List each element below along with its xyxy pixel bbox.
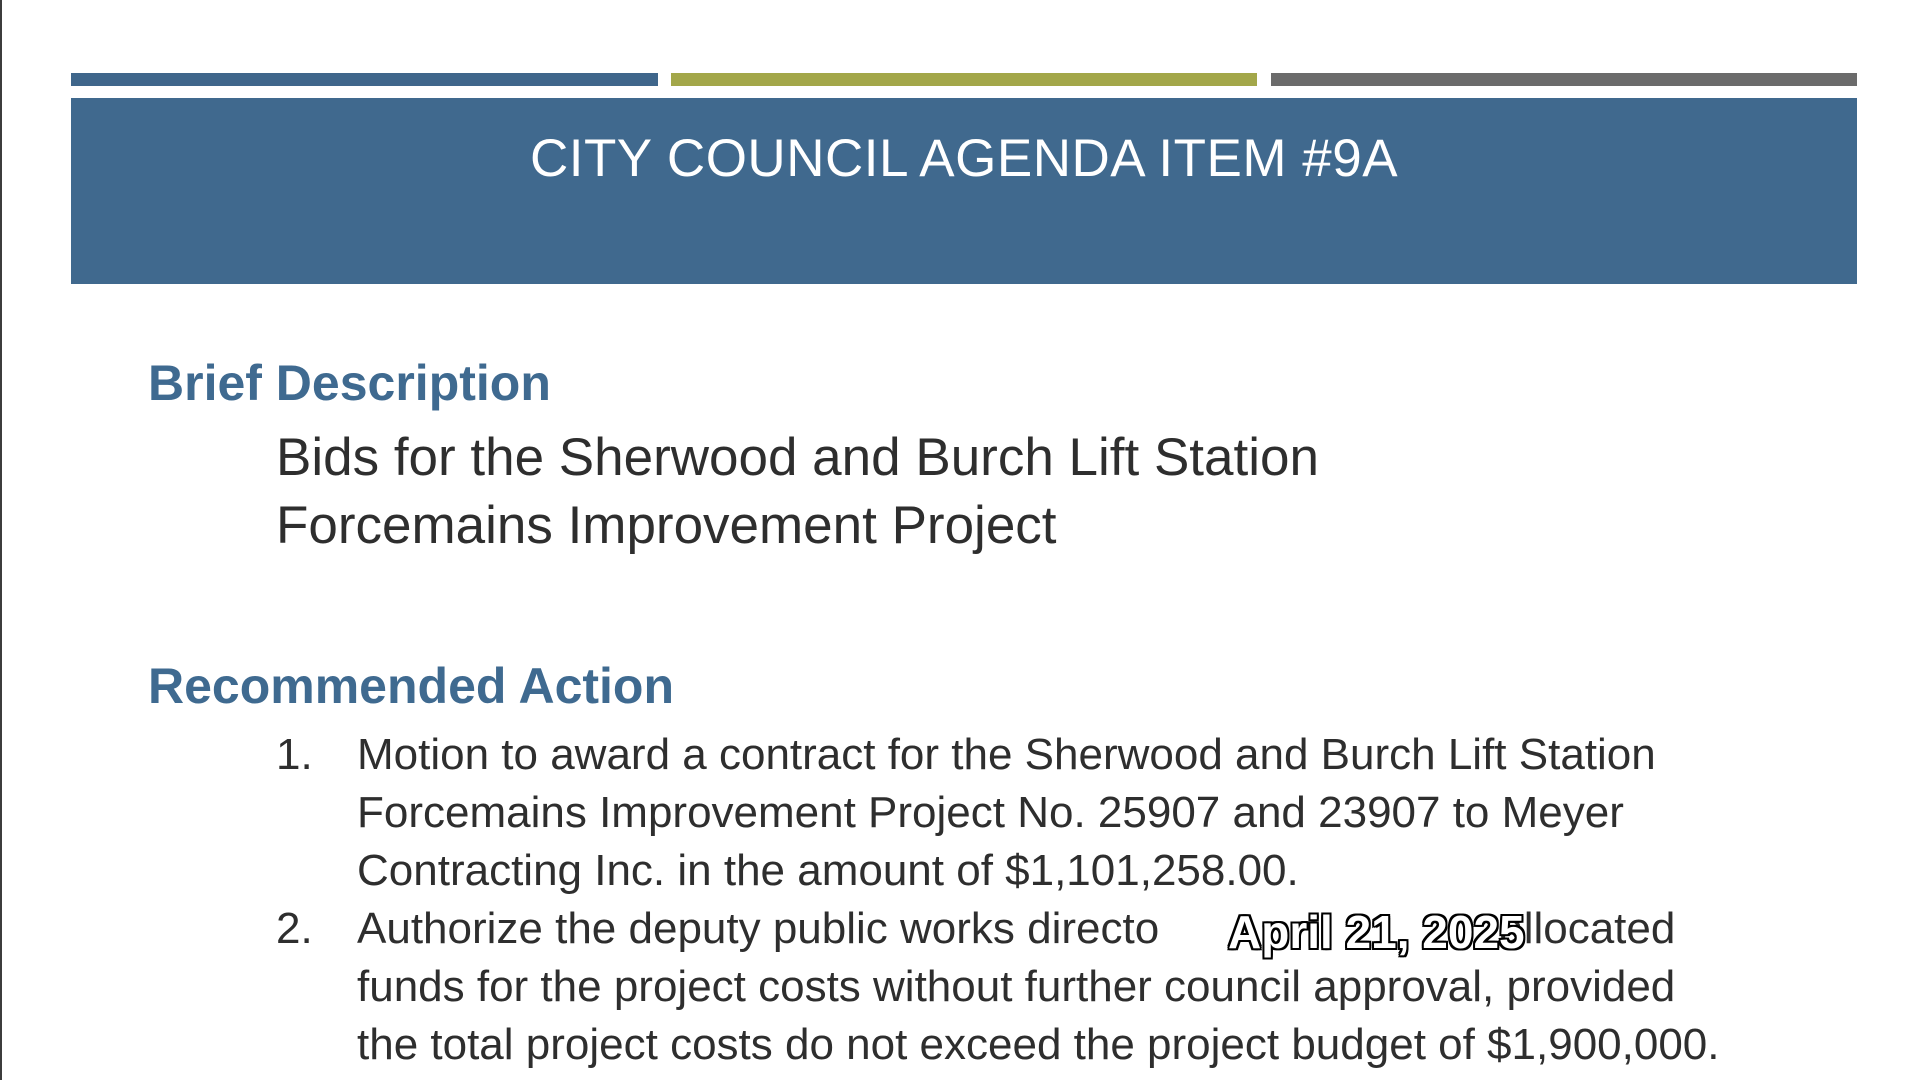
- action-item-line: the total project costs do not exceed the project budget of $1,900,000.: [357, 1020, 1720, 1069]
- action-item-line: funds for the project costs without further council approval, provided: [357, 962, 1676, 1011]
- accent-bar-gray: [1271, 73, 1857, 86]
- overlay-date-caption: April 21, 2025: [1228, 906, 1525, 958]
- action-item-line: Forcemains Improvement Project No. 25907 and 23907 to Meyer: [357, 788, 1624, 837]
- action-item-number: 2.: [276, 904, 313, 953]
- action-item-line: [357, 900, 1876, 958]
- recommended-action-heading: Recommended Action: [148, 658, 675, 714]
- action-item-number: 1.: [276, 730, 313, 779]
- brief-description-line: Forcemains Improvement Project: [276, 496, 1057, 555]
- action-item-line: Motion to award a contract for the Sherwood and Burch Lift Station: [357, 730, 1656, 779]
- recommended-action-list: [276, 726, 1876, 1074]
- brief-description-line: Bids for the Sherwood and Burch Lift Station: [276, 428, 1319, 487]
- action-item-line-start: Authorize the deputy public works directo: [357, 904, 1160, 953]
- action-item-line-end: allocated: [1499, 904, 1676, 953]
- accent-bar-blue: [71, 73, 658, 86]
- action-item: [276, 900, 1876, 1074]
- brief-description-text: [276, 424, 1776, 560]
- brief-description-heading: Brief Description: [148, 355, 551, 411]
- slide-title: CITY COUNCIL AGENDA ITEM #9A: [529, 129, 1399, 188]
- window-left-edge: [0, 0, 2, 1080]
- accent-bar-olive: [671, 73, 1257, 86]
- title-banner: [71, 98, 1857, 284]
- action-item: [276, 726, 1876, 900]
- action-item-line: Contracting Inc. in the amount of $1,101,258.00.: [357, 846, 1299, 895]
